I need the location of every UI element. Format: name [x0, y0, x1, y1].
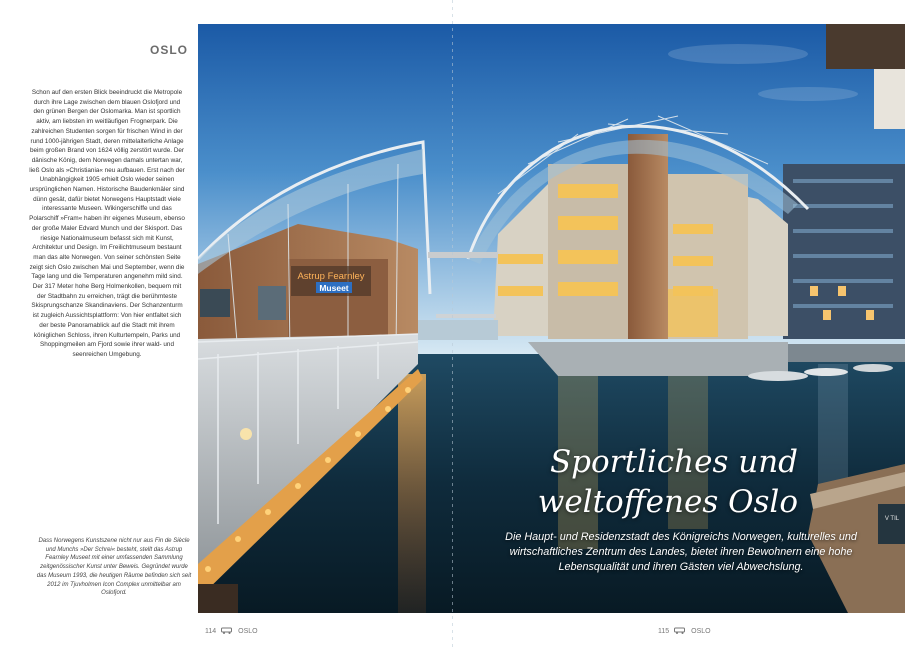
section-label: OSLO	[150, 43, 189, 57]
left-footer-label: OSLO	[238, 628, 258, 635]
headline-line2: weltoffenes Oslo	[537, 484, 798, 520]
page-gutter	[452, 0, 453, 648]
headline-line1: Sportliches und	[549, 444, 798, 480]
camper-van-icon	[221, 627, 233, 636]
subline: Die Haupt- und Residenzstadt des Königreichs Norwegen, kulturelles und wirtschaftliches Zentrum des Landes, bietet ihren Bewohnern eine hohe Lebensqualität und ihren Gästen viel Abwechslung.	[505, 531, 857, 573]
museum-sign-line1: Astrup Fearnley	[297, 271, 365, 282]
body-text: Schon auf den ersten Blick beeindruckt die Metropole durch ihre Lage zwischen dem blauen Oslofjord und den grünen Bergen der Oslomarka. Man ist sportlich aktiv, am liebsten im weitläufigen Frognerpark. Die zahlreichen Studenten sorgen für frischen Wind in der rund 1000-jährigen Stadt, deren mittelalterliche Anlage beim großen Brand von 1624 völlig zerstört wurde. Der dänische König, dem Norwegen damals untertan war, ließ Oslo als »Christiania« neu aufbauen. Erst nach der Unabhängigkeit 1905 erhielt Oslo wieder seinen ursprünglichen Namen. Historische Baudenkmäler sind dünn gesät, dafür bietet Norwegens Hauptstadt viele interessante Museen. Wikingerschiffe und das Polarschiff »Fram« haben ihr eigenes Museum, ebenso der große Maler Edvard Munch und der Skisport. Das riesige Nationalmuseum befasst sich mit Kunst, Architektur und Design. Im Freilichtmuseum bestaunt man das alte Norwegen. Von seiner schönsten Seite zeigt sich Oslo zwischen Mai und September, wenn die Tage lang und die Temperaturen angenehm mild sind. Der 317 Meter hohe Berg Holmenkollen, bequem mit der Stadtbahn zu erreichen, trägt die berühmteste Skisprungschanze Skandinaviens. Der Schanzenturm ist zugleich Aussichtsplattform: Von hier entfaltet sich der beste Panoramablick auf die Stadt mit ihrem königlichen Schloss, ihren Kulturtempeln, Parks und Shoppingmeilen am Fjord sowie ihrer wald- und seenreichen Umgebung.	[29, 89, 185, 358]
right-folio	[658, 627, 711, 636]
photo-caption: Dass Norwegens Kunstszene nicht nur aus Fin de Siècle und Munchs »Der Schrei« besteht, stellt das Astrup Fearnley Museet mit einer umfassenden Sammlung zeitgenössischer Kunst unter Beweis. Gegründet wurde das Museum 1993, die heutigen Räume befinden sich seit 2012 im Tjuvholmen Icon Complex unmittelbar am Oslofjord.	[36, 538, 192, 597]
headline	[520, 442, 798, 522]
museum-sign-line2: Museet	[319, 283, 349, 293]
dock-sign: V TIL	[884, 516, 900, 522]
right-footer-label: OSLO	[691, 628, 711, 635]
museum-photo	[198, 24, 905, 613]
camper-van-icon	[674, 627, 686, 636]
left-page-number: 114	[205, 628, 217, 635]
left-folio	[205, 627, 258, 636]
museum-illustration	[198, 24, 905, 613]
right-page-number: 115	[658, 628, 670, 635]
